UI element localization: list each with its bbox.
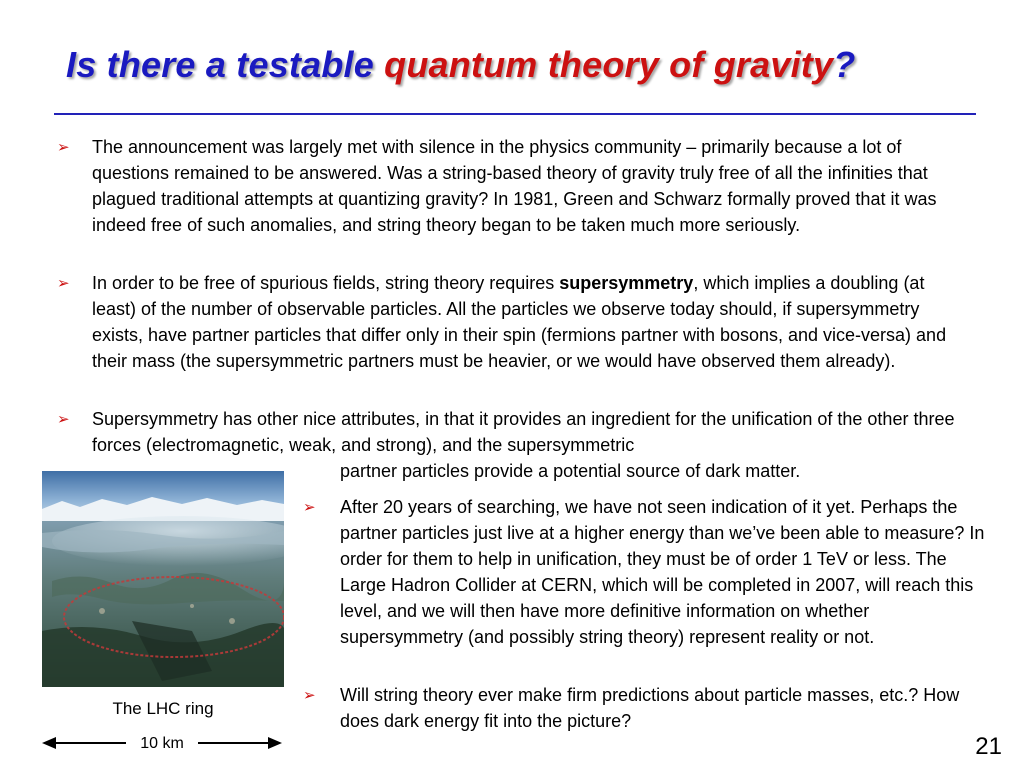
bullet-2-bold-term: supersymmetry bbox=[559, 273, 694, 293]
bullet-3-text: Supersymmetry has other nice attributes, in that it provides an ingredient for the unification of the other three forces (electromagnetic, weak, and strong), and the supersymmetric bbox=[92, 409, 955, 455]
scale-label: 10 km bbox=[140, 735, 184, 752]
slide-number: 21 bbox=[975, 733, 1002, 760]
bullet-5-text: Will string theory ever make firm predictions about particle masses, etc.? How does dark energy fit into the picture? bbox=[340, 685, 960, 731]
title-part-2: quantum theory of gravity bbox=[384, 44, 834, 85]
title-part-1: Is there a testable bbox=[66, 44, 385, 85]
bullet-arrow-icon: ➢ bbox=[57, 411, 70, 428]
bullet-arrow-icon: ➢ bbox=[57, 275, 70, 292]
photo-caption: The LHC ring bbox=[112, 699, 214, 718]
lhc-aerial-photo bbox=[42, 471, 284, 687]
title-part-3: ? bbox=[833, 44, 856, 85]
bullet-arrow-icon: ➢ bbox=[303, 687, 316, 704]
bullet-2-text-after: , which implies a doubling (at least) of the number of observable particles. All the particles we observe today should, if supersymmetry exists, have partner particles that differ only in their spin (fermions partner with bosons, and vice-versa) and their mass (the supersymmetric partners must be heavier, or we would have observed them already). bbox=[92, 273, 947, 371]
bullet-arrow-icon: ➢ bbox=[303, 499, 316, 516]
bullet-2-text bbox=[92, 270, 962, 374]
bullet-3-continuation: partner particles provide a potential source of dark matter. bbox=[340, 461, 801, 481]
slide-title bbox=[66, 44, 1006, 86]
bullet-2-text-before: In order to be free of spurious fields, string theory requires bbox=[92, 273, 560, 293]
title-underline bbox=[54, 113, 976, 115]
bullet-1-text: The announcement was largely met with silence in the physics community – primarily because a lot of questions remained to be answered. Was a string-based theory of gravity truly free of all the infinities that plagued traditional attempts at quantizing gravity? In 1981, Green and Schwarz formally proved that it was indeed free of such anomalies, and string theory began to be taken much more seriously. bbox=[92, 137, 937, 235]
bullet-4-text: After 20 years of searching, we have not seen indication of it yet. Perhaps the partner particles just live at a higher energy than we’ve been able to measure? In order for them to help in unification, they must be of order 1 TeV or less. The Large Hadron Collider at CERN, which will be completed in 2007, will reach this level, and we will then have more definitive information on whether supersymmetry (and possibly string theory) represent reality or not. bbox=[340, 497, 985, 647]
scale-bar bbox=[42, 730, 284, 756]
bullet-arrow-icon: ➢ bbox=[57, 139, 70, 156]
